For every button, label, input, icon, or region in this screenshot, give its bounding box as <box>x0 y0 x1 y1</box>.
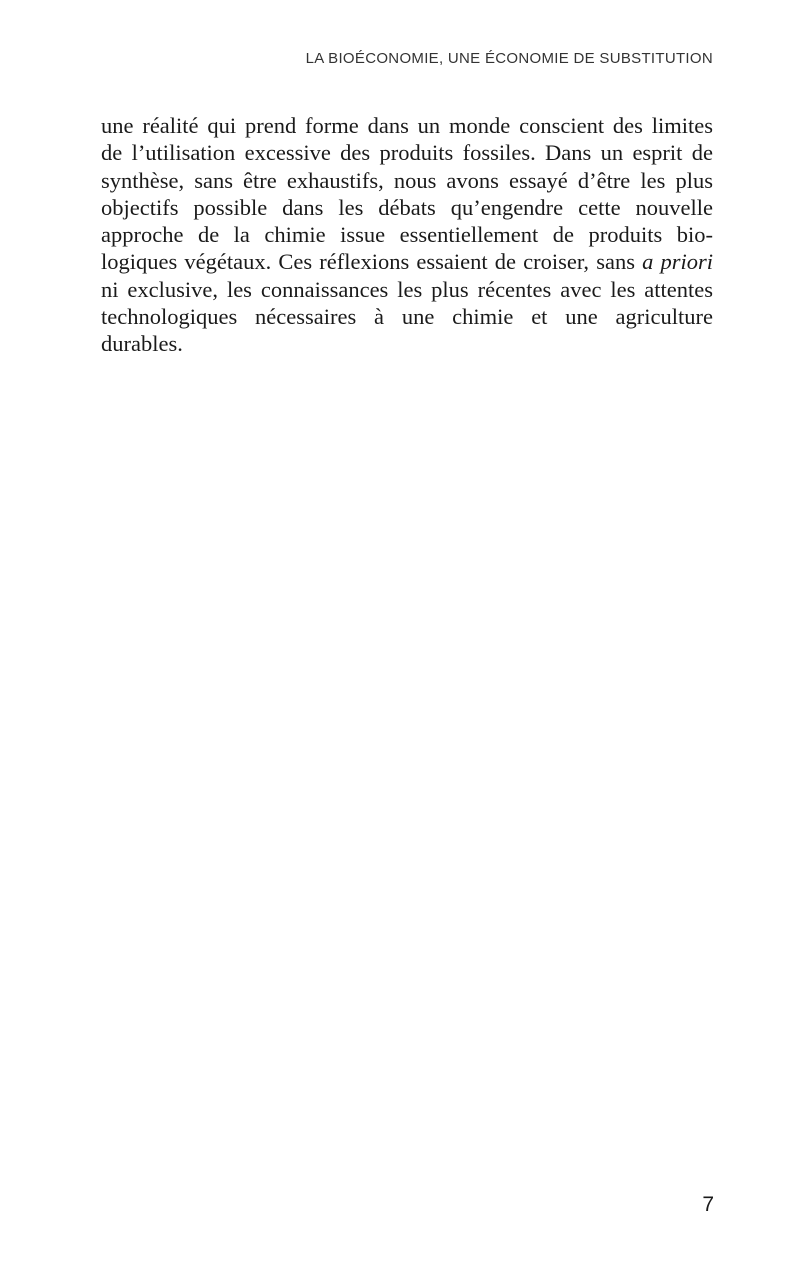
text-line: objectifs possible dans les débats qu’engendre cette nouvelle <box>101 194 713 220</box>
text-line: durables. <box>101 331 183 357</box>
text-line: de l’utilisation excessive des produits fossiles. Dans un esprit de <box>101 140 713 166</box>
body-paragraph <box>101 112 713 358</box>
text-line-prefix: logiques végétaux. Ces réflexions essaient de croiser, sans <box>101 249 643 275</box>
text-line: ni exclusive, les connaissances les plus récentes avec les attentes <box>101 276 713 302</box>
italic-phrase: a priori <box>642 249 714 275</box>
text-line: synthèse, sans être exhaustifs, nous avons essayé d’être les plus <box>101 167 713 193</box>
text-line: approche de la chimie issue essentiellement de produits bio- <box>101 222 713 248</box>
page-number: 7 <box>702 1193 714 1216</box>
text-line <box>101 248 713 275</box>
text-line: technologiques nécessaires à une chimie et une agriculture <box>101 304 713 330</box>
text-line: une réalité qui prend forme dans un monde conscient des limites <box>101 113 713 138</box>
running-header: LA BIOÉCONOMIE, UNE ÉCONOMIE DE SUBSTITUTION <box>305 50 713 67</box>
